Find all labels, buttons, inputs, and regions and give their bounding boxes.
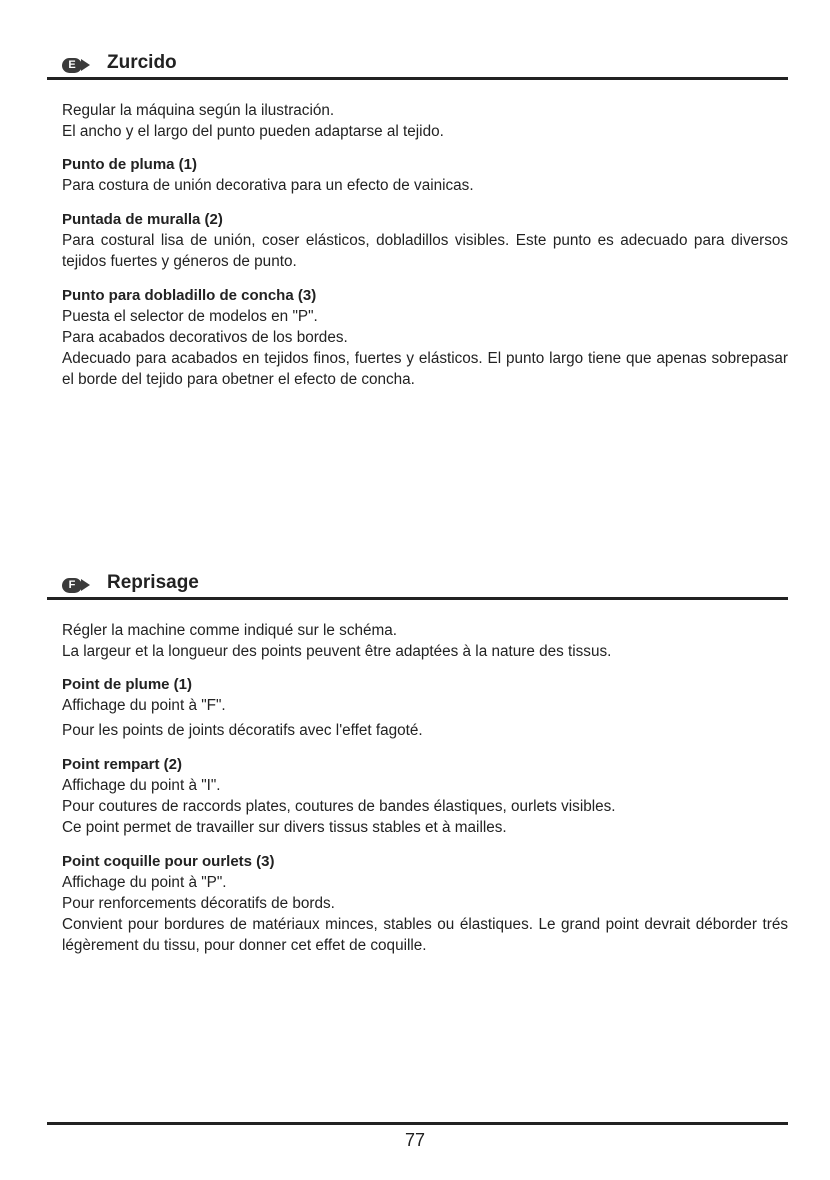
stitch-item: Puntada de muralla (2) Para costural lisa de unión, coser elásticos, dobladillos visibles. Este punto es adecuado para diversos tejidos fuertes y géneros de punto. — [62, 211, 788, 270]
stitch-item: Point coquille pour ourlets (3) Affichage du point à "P". Pour renforcements décoratifs de bords. Convient pour bordures de matériaux minces, stables ou élastiques. Le grand point devrait déborder trés légèrement du tissu, pour donner cet effet de coquille. — [62, 853, 788, 954]
stitch-heading: Punto de pluma (1) — [62, 156, 197, 173]
heading-divider — [47, 77, 788, 80]
section-zurcido — [62, 50, 788, 403]
section-title: Reprisage — [107, 572, 199, 593]
language-badge-icon: F — [62, 576, 92, 594]
intro-text: Regular la máquina según la ilustración. El ancho y el largo del punto pueden adaptarse al tejido. — [62, 102, 444, 140]
stitch-heading: Punto para dobladillo de concha (3) — [62, 287, 317, 304]
stitch-item: Punto para dobladillo de concha (3) Puesta el selector de modelos en "P". Para acabados decorativos de los bordes. Adecuado para acabados en tejidos finos, fuertes y elásticos. El punto largo tiene que apenas sobrepasar el borde del tejido para obetner el efecto de concha. — [62, 287, 788, 388]
stitch-heading: Puntada de muralla (2) — [62, 211, 223, 228]
section-title: Zurcido — [107, 52, 177, 73]
section-heading — [62, 570, 788, 598]
stitch-item: Punto de pluma (1) Para costura de unión decorativa para un efecto de vainicas. — [62, 154, 788, 196]
stitch-item: Point rempart (2) Affichage du point à "I". Pour coutures de raccords plates, coutures de bandes élastiques, ourlets visibles. Ce point permet de travailler sur divers tissus stables et à mailles. — [62, 754, 788, 838]
page-number: 77 — [404, 1130, 426, 1150]
stitch-heading: Point rempart (2) — [62, 756, 183, 773]
language-badge-icon: E — [62, 56, 92, 74]
section-reprisage — [62, 570, 788, 969]
stitch-item: Point de plume (1) Affichage du point à "F". Pour les points de joints décoratifs avec l'effet fagoté. — [62, 674, 788, 741]
stitch-heading: Point de plume (1) — [62, 676, 193, 693]
stitch-heading: Point coquille pour ourlets (3) — [62, 853, 275, 870]
footer-divider — [47, 1122, 788, 1125]
intro-text: Régler la machine comme indiqué sur le schéma. La largeur et la longueur des points peuvent être adaptées à la nature des tissus. — [62, 622, 612, 660]
section-heading — [62, 50, 788, 78]
heading-divider — [47, 597, 788, 600]
